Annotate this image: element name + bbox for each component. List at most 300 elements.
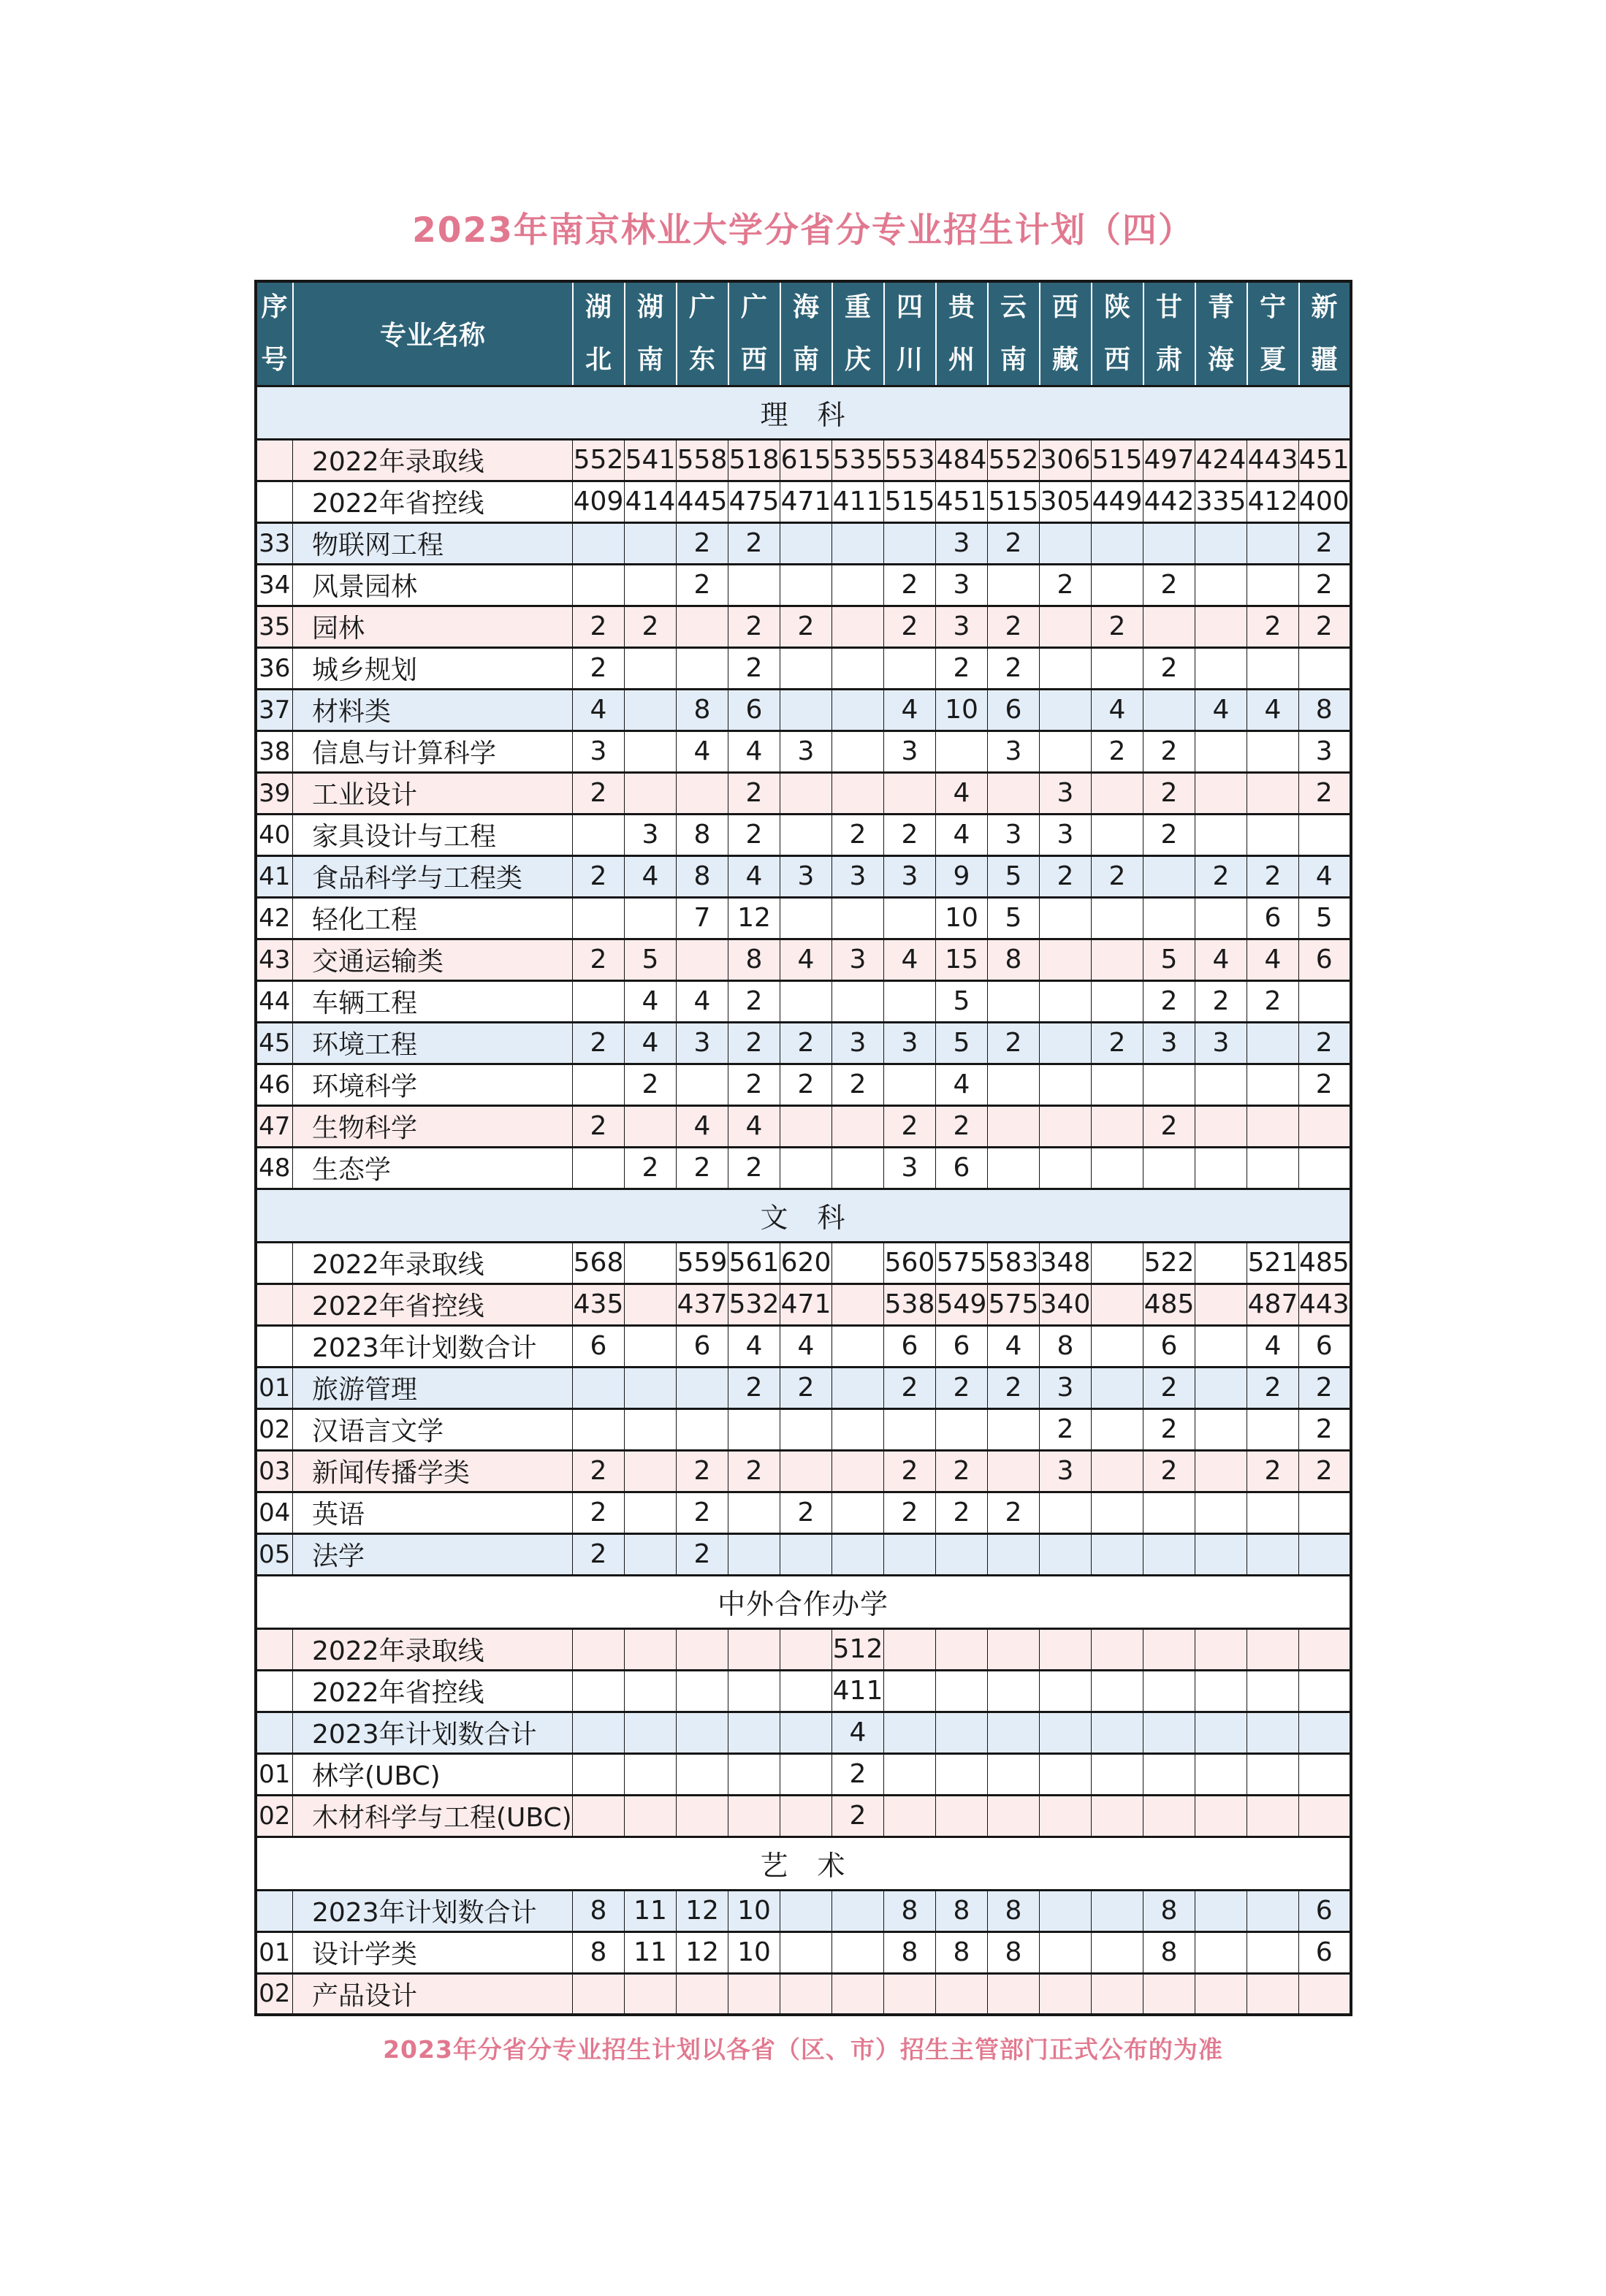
value-cell: 3 [884,1147,936,1189]
value-cell: 521 [1247,1242,1299,1284]
row-major-cell: 环境科学 [293,1064,573,1105]
value-cell: 3 [832,939,884,980]
value-cell [1195,1712,1247,1753]
value-cell: 2 [1143,1367,1195,1408]
row-major-cell: 英语 [293,1492,573,1533]
value-cell [625,689,677,731]
value-cell [1299,814,1351,855]
row-major-cell: 产品设计 [293,1973,573,2015]
value-cell: 2 [573,1022,625,1064]
row-index-cell: 42 [256,897,293,939]
value-cell [1195,772,1247,814]
value-cell: 2 [936,1450,988,1492]
value-cell [1040,1533,1092,1575]
value-cell [1299,647,1351,689]
value-cell: 497 [1143,439,1195,481]
row-major-cell: 园林 [293,606,573,647]
value-cell: 541 [625,439,677,481]
value-cell [573,1670,625,1712]
col-header-province-9 [988,281,1040,386]
value-cell [936,1973,988,2015]
value-cell: 2 [1143,772,1195,814]
value-cell [988,1450,1040,1492]
value-cell [625,1753,677,1795]
value-cell [1040,1670,1092,1712]
value-cell [573,1367,625,1408]
value-cell [832,689,884,731]
row-index-cell: 38 [256,731,293,772]
value-cell [677,772,728,814]
value-cell: 3 [573,731,625,772]
value-cell: 515 [988,481,1040,522]
value-cell [1040,1492,1092,1533]
value-cell [832,522,884,564]
value-cell: 4 [884,689,936,731]
value-cell [625,1712,677,1753]
value-cell [625,1105,677,1147]
value-cell: 8 [884,1931,936,1973]
table-row [256,481,1351,522]
value-cell: 2 [1299,1367,1351,1408]
value-cell: 400 [1299,481,1351,522]
value-cell: 3 [1143,1022,1195,1064]
table-row [256,1795,1351,1837]
value-cell: 515 [1092,439,1143,481]
row-index-cell [256,1712,293,1753]
row-major-cell: 汉语言文学 [293,1408,573,1450]
value-cell [1143,1670,1195,1712]
table-row [256,897,1351,939]
value-cell [1299,1533,1351,1575]
value-cell: 335 [1195,481,1247,522]
value-cell [832,1242,884,1284]
table-row [256,1931,1351,1973]
value-cell: 8 [1040,1325,1092,1367]
value-cell [625,1670,677,1712]
value-cell: 2 [573,1492,625,1533]
header-label-stack: 陕 西 [1103,291,1130,375]
table-row [256,647,1351,689]
row-index-cell [256,1242,293,1284]
value-cell: 2 [884,1450,936,1492]
header-label-stack: 重 庆 [844,291,871,375]
value-cell: 2 [1247,1450,1299,1492]
value-cell [1092,1492,1143,1533]
value-cell: 2 [1143,1450,1195,1492]
value-cell: 3 [1040,772,1092,814]
value-cell: 2 [884,1492,936,1533]
value-cell: 2 [988,606,1040,647]
value-cell: 2 [988,647,1040,689]
value-cell [884,980,936,1022]
value-cell [936,731,988,772]
col-header-index [256,281,293,386]
value-cell: 2 [625,606,677,647]
row-major-cell: 设计学类 [293,1931,573,1973]
value-cell: 2 [832,1064,884,1105]
table-header [256,281,1351,386]
value-cell: 4 [728,1325,780,1367]
value-cell [832,1105,884,1147]
row-major-cell: 交通运输类 [293,939,573,980]
value-cell: 409 [573,481,625,522]
value-cell [573,1795,625,1837]
value-cell: 8 [1143,1931,1195,1973]
row-index-cell: 04 [256,1492,293,1533]
value-cell: 451 [1299,439,1351,481]
row-index-cell: 35 [256,606,293,647]
value-cell [988,1753,1040,1795]
value-cell [625,1973,677,2015]
value-cell [988,564,1040,606]
value-cell: 3 [832,1022,884,1064]
value-cell: 4 [1092,689,1143,731]
value-cell: 2 [573,1533,625,1575]
value-cell [1195,1147,1247,1189]
value-cell: 553 [884,439,936,481]
value-cell: 8 [677,855,728,897]
header-label-stack: 广 东 [688,291,715,375]
value-cell [832,1147,884,1189]
value-cell [1195,1973,1247,2015]
value-cell: 3 [884,855,936,897]
value-cell [1195,731,1247,772]
value-cell [780,1147,832,1189]
header-label-stack: 湖 北 [585,291,612,375]
value-cell: 2 [1299,1408,1351,1450]
value-cell: 3 [1299,731,1351,772]
value-cell: 2 [1299,772,1351,814]
value-cell [884,772,936,814]
value-cell: 620 [780,1242,832,1284]
value-cell: 4 [573,689,625,731]
value-cell [1247,1712,1299,1753]
value-cell: 2 [1143,980,1195,1022]
value-cell: 8 [677,814,728,855]
value-cell [1247,1533,1299,1575]
value-cell: 4 [936,814,988,855]
row-major-cell: 木材科学与工程(UBC) [293,1795,573,1837]
row-index-cell: 01 [256,1931,293,1973]
header-label-stack: 序 号 [261,291,288,375]
value-cell: 3 [832,855,884,897]
value-cell [832,1533,884,1575]
row-index-cell [256,439,293,481]
value-cell [1092,1105,1143,1147]
header-label-stack: 新 疆 [1311,291,1338,375]
value-cell [677,647,728,689]
value-cell [1247,731,1299,772]
value-cell [936,1712,988,1753]
col-header-province-11 [1092,281,1143,386]
value-cell [1092,1533,1143,1575]
row-major-cell: 风景园林 [293,564,573,606]
value-cell: 12 [677,1890,728,1931]
table-row [256,772,1351,814]
table-row [256,1890,1351,1931]
col-header-province-3 [677,281,728,386]
value-cell [1143,855,1195,897]
row-major-cell: 家具设计与工程 [293,814,573,855]
row-major-cell: 2022年录取线 [293,439,573,481]
value-cell: 2 [988,1367,1040,1408]
header-label-stack: 海 南 [792,291,819,375]
value-cell [884,1670,936,1712]
value-cell [884,1533,936,1575]
value-cell [884,1795,936,1837]
value-cell: 4 [1247,689,1299,731]
value-cell [1143,1064,1195,1105]
value-cell: 7 [677,897,728,939]
row-index-cell: 43 [256,939,293,980]
value-cell: 2 [832,814,884,855]
value-cell: 4 [988,1325,1040,1367]
value-cell: 6 [936,1147,988,1189]
value-cell [1040,980,1092,1022]
value-cell [573,1408,625,1450]
value-cell [832,1284,884,1325]
value-cell: 2 [884,814,936,855]
value-cell [1092,647,1143,689]
value-cell: 6 [1143,1325,1195,1367]
value-cell [1247,1147,1299,1189]
value-cell: 2 [728,1064,780,1105]
value-cell [988,1628,1040,1670]
value-cell: 5 [936,980,988,1022]
row-index-cell [256,1670,293,1712]
value-cell: 305 [1040,481,1092,522]
table-row [256,1408,1351,1450]
value-cell [1092,522,1143,564]
value-cell [1299,1712,1351,1753]
table-header-row [256,281,1351,386]
value-cell [832,1931,884,1973]
value-cell [832,1408,884,1450]
value-cell: 2 [1195,980,1247,1022]
value-cell: 512 [832,1628,884,1670]
value-cell [1143,1973,1195,2015]
value-cell [1092,939,1143,980]
table-row [256,564,1351,606]
value-cell: 575 [988,1284,1040,1325]
value-cell [1247,1492,1299,1533]
value-cell: 485 [1143,1284,1195,1325]
value-cell [625,731,677,772]
value-cell [1143,522,1195,564]
value-cell [988,1064,1040,1105]
value-cell: 2 [936,1105,988,1147]
value-cell: 3 [1040,1450,1092,1492]
value-cell: 5 [1143,939,1195,980]
col-header-province-6 [832,281,884,386]
row-major-cell: 城乡规划 [293,647,573,689]
value-cell [780,1628,832,1670]
value-cell: 560 [884,1242,936,1284]
table-row [256,1450,1351,1492]
value-cell: 4 [677,980,728,1022]
header-label-stack: 广 西 [740,291,767,375]
value-cell: 559 [677,1242,728,1284]
value-cell: 445 [677,481,728,522]
section-title: 文 科 [256,1189,1351,1242]
col-header-province-12 [1143,281,1195,386]
value-cell [1143,1628,1195,1670]
value-cell [1040,1795,1092,1837]
value-cell [884,1973,936,2015]
row-major-cell: 2022年省控线 [293,1670,573,1712]
value-cell: 2 [1299,522,1351,564]
table-row [256,1533,1351,1575]
value-cell [1040,1022,1092,1064]
table-row [256,1022,1351,1064]
value-cell [780,1712,832,1753]
row-major-cell: 新闻传播学类 [293,1450,573,1492]
value-cell: 2 [1092,606,1143,647]
value-cell: 2 [1299,1022,1351,1064]
value-cell [1247,647,1299,689]
value-cell [573,1973,625,2015]
value-cell [1092,1670,1143,1712]
value-cell [780,980,832,1022]
value-cell [1247,1753,1299,1795]
header-label-stack: 四 川 [896,291,923,375]
value-cell [832,1890,884,1931]
value-cell [884,1408,936,1450]
value-cell: 2 [936,647,988,689]
value-cell [780,1533,832,1575]
value-cell [677,606,728,647]
value-cell [780,1450,832,1492]
value-cell [1040,1628,1092,1670]
value-cell: 2 [936,1367,988,1408]
value-cell: 3 [780,731,832,772]
table-body [256,386,1351,2015]
col-header-province-10 [1040,281,1092,386]
row-index-cell: 48 [256,1147,293,1189]
value-cell: 4 [728,855,780,897]
value-cell [884,897,936,939]
value-cell [884,1753,936,1795]
value-cell: 4 [625,980,677,1022]
value-cell [1040,1105,1092,1147]
value-cell: 10 [936,689,988,731]
value-cell [1092,980,1143,1022]
value-cell [780,1795,832,1837]
value-cell: 6 [1299,939,1351,980]
value-cell: 8 [988,939,1040,980]
value-cell [780,1105,832,1147]
row-major-cell: 车辆工程 [293,980,573,1022]
value-cell [728,1670,780,1712]
value-cell: 412 [1247,481,1299,522]
value-cell: 6 [988,689,1040,731]
value-cell: 4 [1299,855,1351,897]
value-cell [780,814,832,855]
row-index-cell [256,1325,293,1367]
value-cell: 3 [936,522,988,564]
value-cell: 10 [728,1890,780,1931]
value-cell: 3 [936,606,988,647]
value-cell: 2 [728,980,780,1022]
value-cell: 2 [1143,1105,1195,1147]
value-cell: 348 [1040,1242,1092,1284]
value-cell [1092,1753,1143,1795]
value-cell [1247,1795,1299,1837]
value-cell [1040,647,1092,689]
value-cell: 11 [625,1931,677,1973]
value-cell [832,1325,884,1367]
value-cell [988,1795,1040,1837]
value-cell: 414 [625,481,677,522]
value-cell: 4 [780,1325,832,1367]
value-cell [1092,1795,1143,1837]
value-cell [1143,1147,1195,1189]
value-cell: 2 [780,1367,832,1408]
value-cell: 5 [988,897,1040,939]
value-cell: 2 [728,1367,780,1408]
value-cell [832,606,884,647]
col-header-province-13 [1195,281,1247,386]
value-cell: 8 [728,939,780,980]
value-cell [1040,1890,1092,1931]
value-cell: 4 [677,731,728,772]
value-cell [1092,1890,1143,1931]
value-cell: 6 [936,1325,988,1367]
value-cell: 6 [728,689,780,731]
row-index-cell: 37 [256,689,293,731]
value-cell: 4 [1195,689,1247,731]
table-row [256,814,1351,855]
row-index-cell: 39 [256,772,293,814]
value-cell [832,1492,884,1533]
value-cell: 2 [1040,1408,1092,1450]
value-cell: 8 [988,1931,1040,1973]
value-cell [1247,1670,1299,1712]
value-cell [677,1408,728,1450]
value-cell: 2 [677,1450,728,1492]
value-cell: 3 [1040,814,1092,855]
value-cell: 5 [1299,897,1351,939]
row-major-cell: 生物科学 [293,1105,573,1147]
value-cell: 475 [728,481,780,522]
row-major-cell: 材料类 [293,689,573,731]
row-major-cell: 生态学 [293,1147,573,1189]
value-cell [1092,1973,1143,2015]
value-cell [1299,980,1351,1022]
value-cell: 2 [1299,1064,1351,1105]
value-cell: 568 [573,1242,625,1284]
row-index-cell: 40 [256,814,293,855]
header-label-stack: 甘 肃 [1155,291,1182,375]
value-cell [832,897,884,939]
col-header-province-15 [1299,281,1351,386]
value-cell [780,1973,832,2015]
value-cell: 583 [988,1242,1040,1284]
table-row [256,439,1351,481]
value-cell [884,1712,936,1753]
value-cell [1195,1325,1247,1367]
value-cell [625,1325,677,1367]
value-cell [728,1533,780,1575]
value-cell: 535 [832,439,884,481]
value-cell: 2 [1040,855,1092,897]
admission-plan-table [254,280,1352,2016]
value-cell [728,1492,780,1533]
row-major-cell: 2023年计划数合计 [293,1890,573,1931]
value-cell [1092,1147,1143,1189]
value-cell [1247,1064,1299,1105]
value-cell: 4 [625,1022,677,1064]
